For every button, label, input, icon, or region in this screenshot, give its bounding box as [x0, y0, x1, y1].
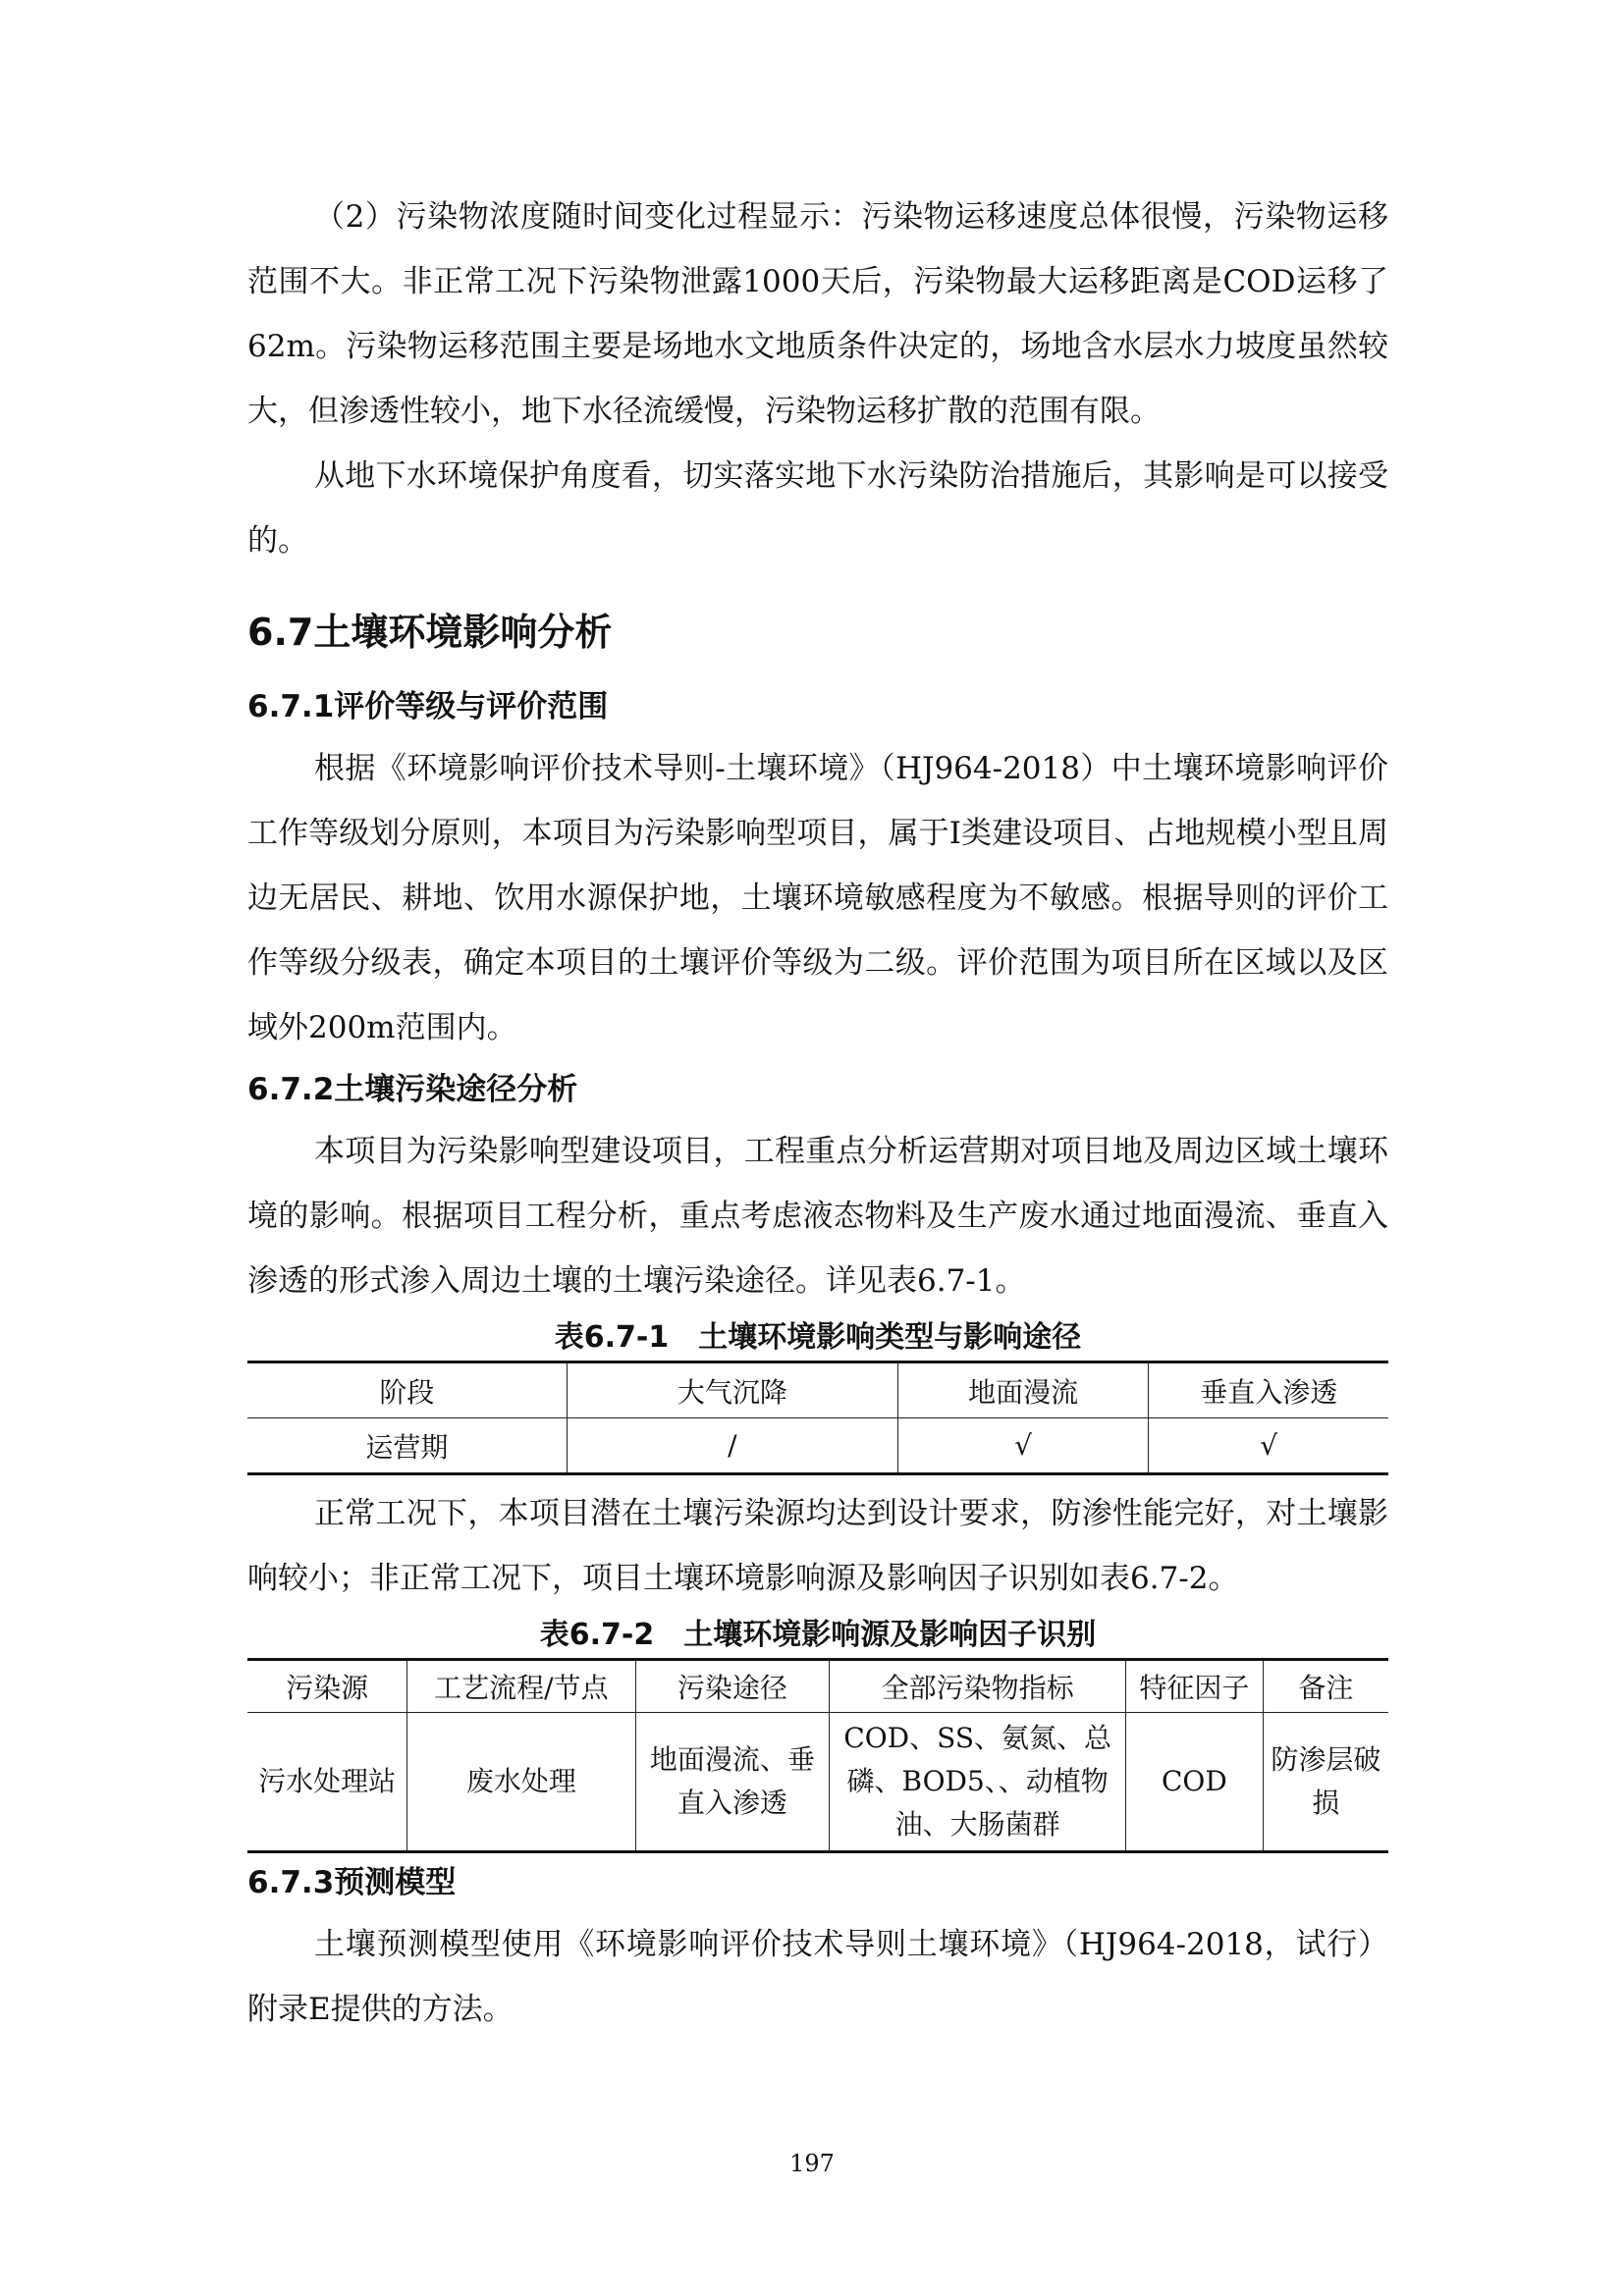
table-row — [247, 1418, 1388, 1474]
table-cell: √ — [897, 1418, 1149, 1474]
table-cell: COD — [1126, 1713, 1263, 1852]
section-title: 6.7土壤环境影响分析 — [247, 611, 613, 654]
table-header-cell: 工艺流程/节点 — [407, 1660, 635, 1713]
table-impact-type — [247, 1361, 1388, 1475]
paragraph-pollution-path: 本项目为污染影响型建设项目，工程重点分析运营期对项目地及周边区域土壤环境的影响。根据项目工程分析，重点考虑液态物料及生产废水通过地面漫流、垂直入渗透的形式渗入周边土壤的土壤污染途径。详见表6.7-1。 — [247, 1134, 1388, 1299]
document-page — [247, 185, 1388, 2042]
table-cell: 防渗层破损 — [1263, 1713, 1388, 1852]
table-cell: 废水处理 — [407, 1713, 635, 1852]
subsection-title-3: 6.7.3预测模型 — [247, 1865, 457, 1900]
table-header-cell: 备注 — [1263, 1660, 1388, 1713]
paragraph-normal-condition: 正常工况下，本项目潜在土壤污染源均达到设计要求，防渗性能完好，对土壤影响较小；非正常工况下，项目土壤环境影响源及影响因子识别如表6.7-2。 — [247, 1496, 1388, 1596]
table-cell: / — [567, 1418, 897, 1474]
table-row — [247, 1713, 1388, 1852]
subsection-title-1: 6.7.1评价等级与评价范围 — [247, 689, 609, 724]
table-header-cell: 阶段 — [247, 1362, 567, 1418]
subsection-title-2: 6.7.2土壤污染途径分析 — [247, 1072, 578, 1107]
table-cell: √ — [1149, 1418, 1388, 1474]
table-cell: COD、SS、氨氮、总磷、BOD5、、动植物油、大肠菌群 — [830, 1713, 1126, 1852]
table-header-cell: 污染途径 — [635, 1660, 830, 1713]
table-impact-source — [247, 1658, 1388, 1853]
paragraph-concentration: （2）污染物浓度随时间变化过程显示：污染物运移速度总体很慢，污染物运移范围不大。非正常工况下污染物泄露1000天后，污染物最大运移距离是COD运移了62m。污染物运移范围主要是场地水文地质条件决定的，场地含水层水力坡度虽然较大，但渗透性较小，地下水径流缓慢，污染物运移扩散的范围有限。 — [247, 199, 1388, 429]
table-header-row — [247, 1362, 1388, 1418]
table-header-cell: 地面漫流 — [897, 1362, 1149, 1418]
table-cell: 地面漫流、垂直入渗透 — [635, 1713, 830, 1852]
table2-caption: 表6.7-2 土壤环境影响源及影响因子识别 — [539, 1618, 1097, 1652]
table-header-cell: 污染源 — [247, 1660, 407, 1713]
table-header-cell: 全部污染物指标 — [830, 1660, 1126, 1713]
table-header-cell: 垂直入渗透 — [1149, 1362, 1388, 1418]
table-header-row — [247, 1660, 1388, 1713]
table-header-cell: 特征因子 — [1126, 1660, 1263, 1713]
page-number: 197 — [789, 2150, 835, 2177]
paragraph-prediction-model: 土壤预测模型使用《环境影响评价技术导则土壤环境》（HJ964-2018，试行）附录E提供的方法。 — [247, 1927, 1388, 2027]
table-cell: 运营期 — [247, 1418, 567, 1474]
paragraph-eval-level: 根据《环境影响评价技术导则-土壤环境》（HJ964-2018）中土壤环境影响评价工作等级划分原则，本项目为污染影响型项目，属于I类建设项目、占地规模小型且周边无居民、耕地、饮用水源保护地，土壤环境敏感程度为不敏感。根据导则的评价工作等级分级表，确定本项目的土壤评价等级为二级。评价范围为项目所在区域以及区域外200m范围内。 — [247, 751, 1388, 1045]
table-cell: 污水处理站 — [247, 1713, 407, 1852]
table-header-cell: 大气沉降 — [567, 1362, 897, 1418]
paragraph-protection: 从地下水环境保护角度看，切实落实地下水污染防治措施后，其影响是可以接受的。 — [247, 458, 1388, 559]
table1-caption: 表6.7-1 土壤环境影响类型与影响途径 — [554, 1320, 1082, 1355]
